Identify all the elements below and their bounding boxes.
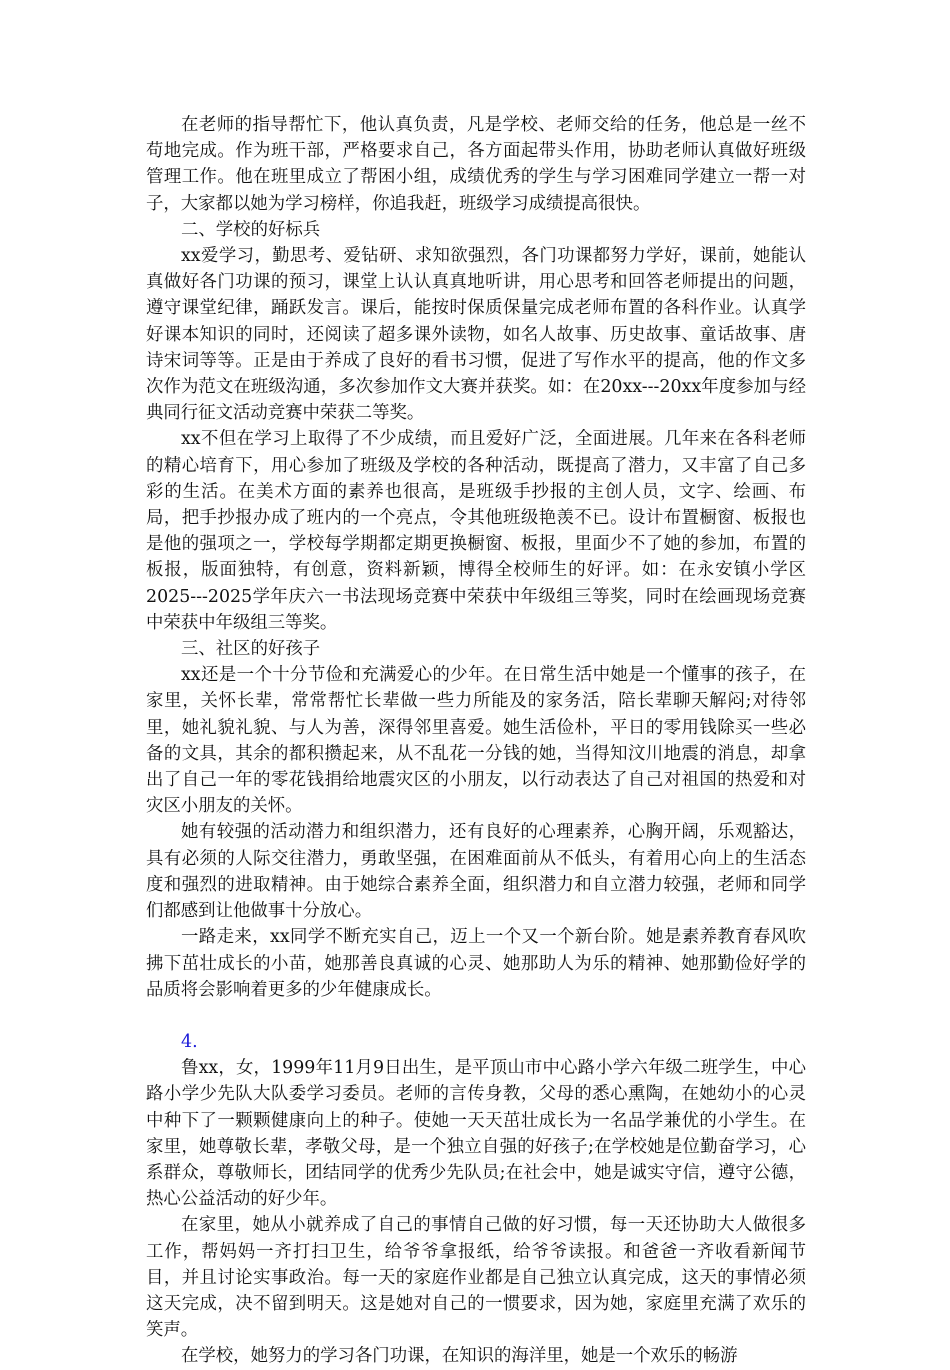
paragraph-9: 在学校，她努力的学习各门功课，在知识的海洋里，她是一个欢乐的畅游 [181, 1346, 738, 1367]
paragraph-5: 她有较强的活动潜力和组织潜力，还有良好的心理素养，心胸开阔，乐观豁达，具有必须的人际交往潜力，勇敢坚强，在困难面前从不低头，有着用心向上的生活态度和强烈的进取精神。由于她综合素养全面，组织潜力和自立潜力较强，老师和同学们都感到让他做事十分放心。 [146, 822, 806, 922]
heading-community-child: 三、社区的好孩子 [181, 639, 321, 660]
heading-school-model: 二、学校的好标兵 [181, 219, 321, 240]
paragraph-8: 在家里，她从小就养成了自己的事情自己做的好习惯，每一天还协助大人做很多工作，帮妈妈一齐打扫卫生，给爷爷拿报纸，给爷爷读报。和爸爸一齐收看新闻节目，并且讨论实事政治。每一天的家庭作业都是自己独立认真完成，这天的事情必须这天完成，决不留到明天。这是她对自己的一惯要求，因为她，家庭里充满了欢乐的笑声。 [146, 1215, 806, 1341]
paragraph-3: xx不但在学习上取得了不少成绩，而且爱好广泛，全面进展。几年来在各科老师的精心培育下，用心参加了班级及学校的各种活动，既提高了潜力，又丰富了自己多彩的生活。在美术方面的素养也很高，是班级手抄报的主创人员，文字、绘画、布局，把手抄报办成了班内的一个亮点，令其他班级艳羡不已。设计布置橱窗、板报也是他的强项之一，学校每学期都定期更换橱窗、板报，里面少不了她的参加，布置的板报，版面独特，有创意，资料新颖，博得全校师生的好评。如：在永安镇小学区2025---2025学年庆六一书法现场竞赛中荣获中年级组三等奖，同时在绘画现场竞赛中荣获中年级组三等奖。 [146, 429, 806, 633]
paragraph-1: 在老师的指导帮忙下，他认真负责，凡是学校、老师交给的任务，他总是一丝不苟地完成。作为班干部，严格要求自己，各方面起带头作用，协助老师认真做好班级管理工作。他在班里成立了帮困小组，成绩优秀的学生与学习困难同学建立一帮一对子，大家都以她为学习榜样，你追我赶，班级学习成绩提高很快。 [146, 115, 806, 214]
paragraph-2: xx爱学习，勤思考、爱钻研、求知欲强烈，各门功课都努力学好，课前，她能认真做好各门功课的预习，课堂上认认真真地听讲，用心思考和回答老师提出的问题，遵守课堂纪律，踊跃发言。课后，能按时保质保量完成老师布置的各科作业。认真学好课本知识的同时，还阅读了超多课外读物，如名人故事、历史故事、童话故事、唐诗宋词等等。正是由于养成了良好的看书习惯，促进了写作水平的提高，他的作文多次作为范文在班级沟通，多次参加作文大赛并获奖。如：在20xx---20xx年度参加与经典同行征文活动竞赛中荣获二等奖。 [146, 246, 806, 424]
paragraph-6: 一路走来，xx同学不断充实自己，迈上一个又一个新台阶。她是素养教育春风吹拂下茁壮成长的小苗，她那善良真诚的心灵、她那助人为乐的精神、她那勤俭好学的品质将会影响着更多的少年健康成长。 [146, 927, 806, 1000]
section-number-marker: 4. [181, 1031, 198, 1052]
paragraph-4: xx还是一个十分节俭和充满爱心的少年。在日常生活中她是一个懂事的孩子，在家里，关怀长辈，常常帮忙长辈做一些力所能及的家务活，陪长辈聊天解闷;对待邻里，她礼貌礼貌、与人为善，深得邻里喜爱。她生活俭朴，平日的零用钱除买一些必备的文具，其余的都积攒起来，从不乱花一分钱的她，当得知汶川地震的消息，却拿出了自己一年的零花钱捐给地震灾区的小朋友，以行动表达了自己对祖国的热爱和对灾区小朋友的关怀。 [146, 665, 806, 817]
paragraph-7: 鲁xx，女，1999年11月9日出生，是平顶山市中心路小学六年级二班学生，中心路小学少先队大队委学习委员。老师的言传身教，父母的悉心熏陶，在她幼小的心灵中种下了一颗颗健康向上的种子。使她一天天茁壮成长为一名品学兼优的小学生。在家里，她尊敬长辈，孝敬父母，是一个独立自强的好孩子;在学校她是位勤奋学习，心系群众，尊敬师长，团结同学的优秀少先队员;在社会中，她是诚实守信，遵守公德，热心公益活动的好少年。 [146, 1058, 806, 1210]
document-body [146, 112, 806, 1370]
